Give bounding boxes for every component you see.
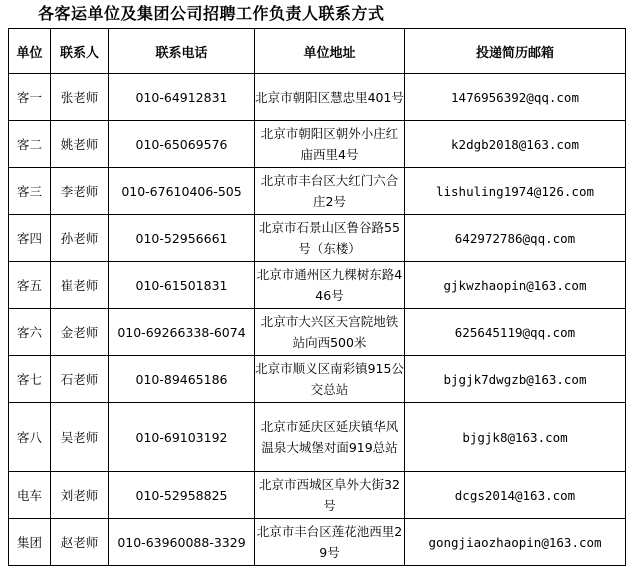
email-cell: bjgjk8@163.com bbox=[405, 403, 626, 472]
contact-cell: 姚老师 bbox=[51, 121, 109, 168]
table-row bbox=[9, 356, 626, 403]
phone-cell: 010-69266338-6074 bbox=[109, 309, 255, 356]
table-row bbox=[9, 74, 626, 121]
phone-cell: 010-69103192 bbox=[109, 403, 255, 472]
contact-cell: 刘老师 bbox=[51, 472, 109, 519]
contact-cell: 孙老师 bbox=[51, 215, 109, 262]
unit-cell: 电车 bbox=[9, 472, 51, 519]
phone-cell: 010-89465186 bbox=[109, 356, 255, 403]
address-cell: 北京市顺义区南彩镇915公交总站 bbox=[255, 356, 405, 403]
email-cell: dcgs2014@163.com bbox=[405, 472, 626, 519]
email-cell: lishuling1974@126.com bbox=[405, 168, 626, 215]
unit-cell: 客四 bbox=[9, 215, 51, 262]
unit-cell: 集团 bbox=[9, 519, 51, 566]
contacts-table bbox=[8, 28, 626, 566]
phone-cell: 010-61501831 bbox=[109, 262, 255, 309]
phone-cell: 010-67610406-505 bbox=[109, 168, 255, 215]
contact-cell: 崔老师 bbox=[51, 262, 109, 309]
address-cell: 北京市西城区阜外大街32号 bbox=[255, 472, 405, 519]
header-contact: 联系人 bbox=[51, 29, 109, 74]
phone-cell: 010-52956661 bbox=[109, 215, 255, 262]
address-cell: 北京市丰台区大红门六合庄2号 bbox=[255, 168, 405, 215]
header-unit: 单位 bbox=[9, 29, 51, 74]
table-row bbox=[9, 121, 626, 168]
address-cell: 北京市朝阳区朝外小庄红庙西里4号 bbox=[255, 121, 405, 168]
address-cell: 北京市朝阳区慧忠里401号 bbox=[255, 74, 405, 121]
table-row bbox=[9, 472, 626, 519]
email-cell: 642972786@qq.com bbox=[405, 215, 626, 262]
contact-cell: 李老师 bbox=[51, 168, 109, 215]
document-title: 各客运单位及集团公司招聘工作负责人联系方式 bbox=[38, 4, 385, 23]
address-cell: 北京市丰台区莲花池西里29号 bbox=[255, 519, 405, 566]
email-cell: gjkwzhaopin@163.com bbox=[405, 262, 626, 309]
phone-cell: 010-52958825 bbox=[109, 472, 255, 519]
unit-cell: 客三 bbox=[9, 168, 51, 215]
address-cell: 北京市石景山区鲁谷路55号（东楼） bbox=[255, 215, 405, 262]
address-cell: 北京市通州区九棵树东路446号 bbox=[255, 262, 405, 309]
phone-cell: 010-64912831 bbox=[109, 74, 255, 121]
table-row bbox=[9, 215, 626, 262]
header-address: 单位地址 bbox=[255, 29, 405, 74]
table-row bbox=[9, 309, 626, 356]
unit-cell: 客六 bbox=[9, 309, 51, 356]
unit-cell: 客二 bbox=[9, 121, 51, 168]
email-cell: 1476956392@qq.com bbox=[405, 74, 626, 121]
phone-cell: 010-63960088-3329 bbox=[109, 519, 255, 566]
table-row bbox=[9, 519, 626, 566]
email-cell: bjgjk7dwgzb@163.com bbox=[405, 356, 626, 403]
contact-cell: 赵老师 bbox=[51, 519, 109, 566]
unit-cell: 客五 bbox=[9, 262, 51, 309]
contact-cell: 金老师 bbox=[51, 309, 109, 356]
email-cell: 625645119@qq.com bbox=[405, 309, 626, 356]
table-row bbox=[9, 403, 626, 472]
unit-cell: 客七 bbox=[9, 356, 51, 403]
email-cell: k2dgb2018@163.com bbox=[405, 121, 626, 168]
address-cell: 北京市延庆区延庆镇华风温泉大城堡对面919总站 bbox=[255, 403, 405, 472]
contact-cell: 吴老师 bbox=[51, 403, 109, 472]
phone-cell: 010-65069576 bbox=[109, 121, 255, 168]
table-row bbox=[9, 168, 626, 215]
header-phone: 联系电话 bbox=[109, 29, 255, 74]
contact-cell: 张老师 bbox=[51, 74, 109, 121]
table-row bbox=[9, 262, 626, 309]
header-email: 投递简历邮箱 bbox=[405, 29, 626, 74]
contact-cell: 石老师 bbox=[51, 356, 109, 403]
email-cell: gongjiaozhaopin@163.com bbox=[405, 519, 626, 566]
unit-cell: 客八 bbox=[9, 403, 51, 472]
table-header-row bbox=[9, 29, 626, 74]
address-cell: 北京市大兴区天宫院地铁站向西500米 bbox=[255, 309, 405, 356]
unit-cell: 客一 bbox=[9, 74, 51, 121]
